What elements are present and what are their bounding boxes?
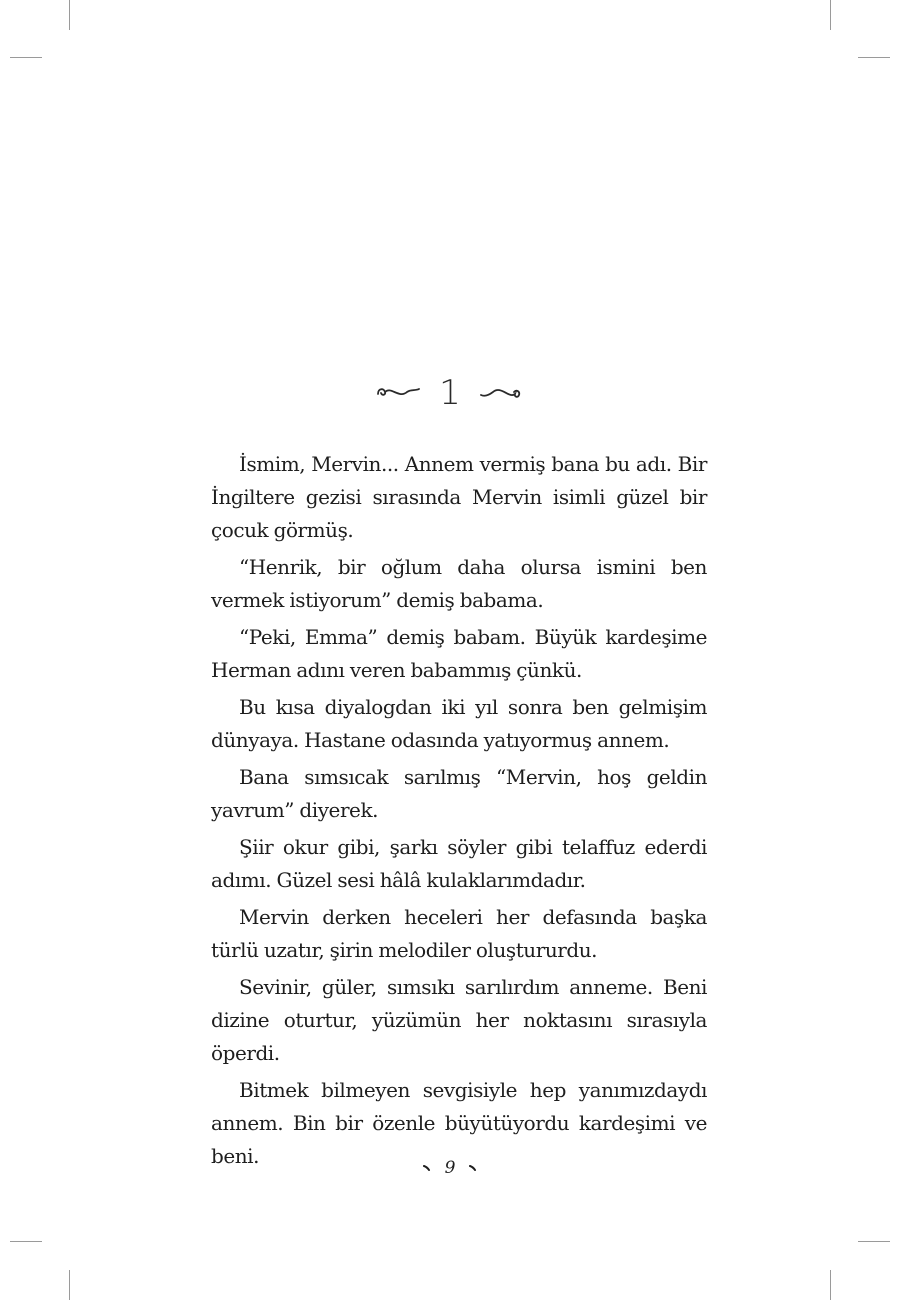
right-tick-ornament-icon	[469, 1164, 477, 1172]
paragraph: Bana sımsıcak sarılmış “Mervin, hoş geldin yavrum” diyerek.	[211, 765, 707, 822]
crop-mark-right-top	[858, 57, 890, 58]
paragraph: “Henrik, bir oğlum daha olursa ismini ben vermek istiyorum” demiş babama.	[211, 555, 707, 612]
crop-mark-left-bottom	[10, 1241, 42, 1242]
chapter-number: 1	[439, 373, 461, 413]
crop-mark-left-top	[10, 57, 42, 58]
crop-mark-bottom-left	[69, 1270, 70, 1300]
left-tilde-swash-icon	[375, 383, 423, 403]
crop-mark-top-right	[830, 0, 831, 30]
paragraph: Şiir okur gibi, şarkı söyler gibi telaffuz ederdi adımı. Güzel sesi hâlâ kulaklarımdadır.	[211, 835, 707, 892]
paragraph: Mervin derken heceleri her defasında başka türlü uzatır, şirin melodiler oluştururdu.	[211, 905, 707, 962]
chapter-body	[211, 448, 707, 1177]
page-footer	[0, 1158, 900, 1178]
right-tilde-swash-icon	[477, 383, 525, 403]
crop-mark-top-left	[69, 0, 70, 30]
paragraph: İsmim, Mervin... Annem vermiş bana bu adı. Bir İngiltere gezisi sırasında Mervin isimli güzel bir çocuk görmüş.	[211, 452, 707, 542]
crop-mark-right-bottom	[858, 1241, 890, 1242]
paragraph: Sevinir, güler, sımsıkı sarılırdım anneme. Beni dizine oturtur, yüzümün her noktasını sırasıyla öperdi.	[211, 975, 707, 1065]
chapter-heading	[0, 368, 900, 418]
crop-mark-bottom-right	[830, 1270, 831, 1300]
paragraph: Bitmek bilmeyen sevgisiyle hep yanımızdaydı annem. Bin bir özenle büyütüyordu kardeşimi ve beni.	[211, 1078, 707, 1168]
page-number: 9	[444, 1158, 456, 1178]
paragraph: “Peki, Emma” demiş babam. Büyük kardeşime Herman adını veren babammış çünkü.	[211, 625, 707, 682]
paragraph: Bu kısa diyalogdan iki yıl sonra ben gelmişim dünyaya. Hastane odasında yatıyormuş annem.	[211, 695, 707, 752]
left-tick-ornament-icon	[423, 1164, 431, 1172]
